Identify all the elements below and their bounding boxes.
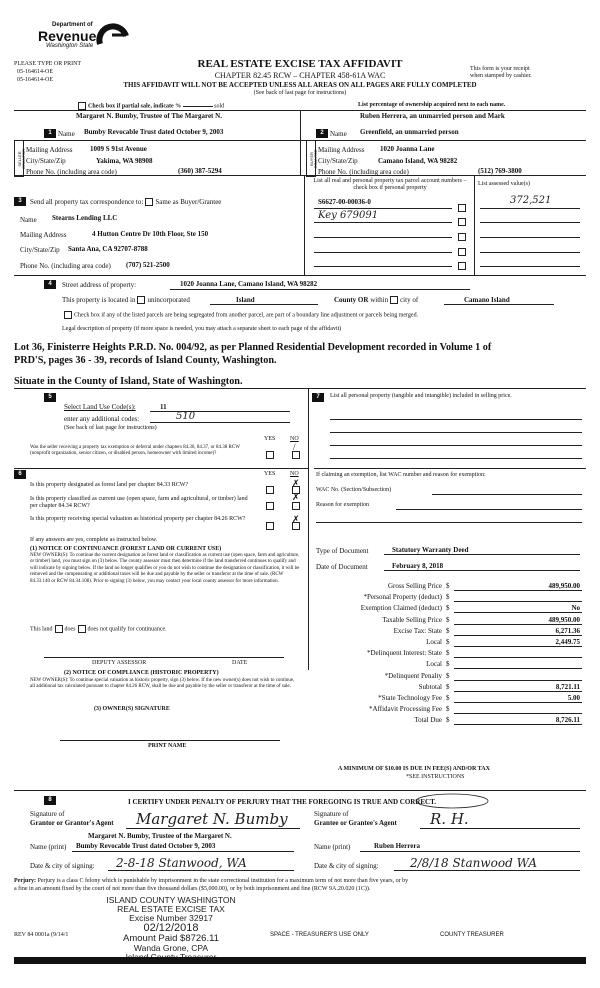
tax-row-label: Taxable Selling Price [382, 615, 442, 624]
handwritten-key: Key 679091 [318, 210, 379, 221]
forest-no-checkbox[interactable]: ✗ [290, 481, 302, 499]
tax-corr-phone-label: Phone No. (including area code) [20, 262, 111, 270]
additional-codes-label: enter any additional codes: [64, 415, 140, 423]
form-code: 05-164614-OE [17, 69, 53, 75]
land-use-code: 11 [160, 403, 167, 411]
segregated-checkbox[interactable] [64, 311, 72, 319]
seller-name-line2: Bumby Revocable Trust dated October 9, 2003 [84, 128, 224, 136]
certify-scribble-icon [412, 793, 492, 809]
dollar-sign: $ [446, 604, 450, 613]
land-qualify-row: This land does does not qualify for continuance. [30, 626, 167, 633]
legal-desc-label: Legal description of property (if more space is needed, you may attach a separate sheet to each page of the affidavit) [62, 326, 342, 332]
within-city-checkbox[interactable] [390, 296, 398, 304]
assessed-header: List assessed value(s) [478, 181, 530, 187]
parcel-checkbox[interactable] [456, 257, 468, 275]
historic-yes-checkbox[interactable] [264, 517, 276, 535]
section-3-badge: 3 [14, 197, 26, 206]
tax-row-label: *Delinquent Penalty [384, 671, 442, 680]
no-label: NO [290, 471, 299, 477]
current-use-question: Is this property classified as current use (open space, farm and agricultural, or timber) land per chapter 84.34 RCW? [30, 496, 248, 509]
receipt-note: when stamped by cashier. [470, 73, 532, 79]
doc-type-label: Type of Document [316, 547, 369, 555]
forest-question: Is this property designated as forest land per chapter 84.33 RCW? [30, 482, 189, 488]
form-code: 05-164614-OE [17, 77, 53, 83]
current-use-no-checkbox[interactable]: ✗ [290, 497, 302, 515]
grantor-name-line1: Margaret N. Bumby, Trustee of the Margaret N. [88, 832, 232, 840]
legal-line-2: PRD'S, pages 36 - 39, records of Island County, Washington. [14, 355, 277, 366]
tax-row-label: Total Due [414, 716, 442, 725]
revenue-logo [14, 22, 134, 62]
city-value: Camano Island [464, 296, 510, 304]
section-8-badge: 8 [44, 796, 56, 805]
grantor-name-line2: Bumby Revocable Trust dated October 9, 2003 [76, 842, 216, 850]
tax-row-value: 489,950.00 [548, 615, 580, 624]
tax-row-label: *Delinquent Interest: State [366, 649, 442, 658]
located-area: Island [236, 296, 255, 304]
logo-revenue: Revenue [38, 28, 97, 44]
seller-city-label: City/State/Zip [26, 157, 66, 165]
buyer-name-line2: Greenfield, an unmarried person [360, 128, 459, 136]
dollar-sign: $ [446, 694, 450, 702]
seller-phone: (360) 387-5294 [178, 167, 222, 175]
tax-row-value: 2,449.75 [555, 638, 580, 646]
tax-row-value: 8,721.11 [555, 682, 580, 691]
ownership-note: List percentage of ownership acquired next to each name. [358, 102, 506, 108]
revenue-logo-icon [96, 22, 132, 48]
exemption-claim-label: If claiming an exemption, list WAC number and reason for exemption: [316, 472, 486, 478]
notice-continuance-body: NEW OWNER(S): To continue the current designation as forest land or classification as current use (open space, farm and agriculture, or timber) land, you must sign on (3) below. The county assessor must then determine if the land transferred continues to qualify and will indicate by signing below. If the land no longer qualifies or you do not wish to continue the designation or classification, it will be removed and the compensating or additional taxes will be due and payable by the seller or transferor at the time of sale. (RCW 84.33.140 or RCW 84.34.108). Prior to signing (3) below, you may contact your local county assessor for more information. [30, 553, 300, 584]
buyer-mailing-label: Mailing Address [318, 146, 365, 154]
form-chapter: CHAPTER 82.45 RCW – CHAPTER 458-61A WAC [214, 71, 386, 80]
tax-row-label: *State Technology Fee [378, 694, 442, 702]
dollar-sign: $ [446, 615, 450, 624]
buyer-name-line1: Ruben Herrera, an unmarried person and Mark [360, 112, 505, 120]
seller-city: Yakima, WA 98908 [96, 157, 153, 165]
doc-date: February 8, 2018 [392, 562, 444, 570]
grantor-date-city: 2-8-18 Stanwood, WA [116, 856, 247, 870]
tax-row-value: 489,950.00 [548, 582, 580, 590]
dollar-sign: $ [446, 682, 450, 691]
yes-label: YES [264, 471, 276, 477]
see-back-note: (See back of last page for instructions) [253, 90, 347, 96]
stamp-line: REAL ESTATE EXCISE TAX [117, 904, 225, 914]
form-warning: THIS AFFIDAVIT WILL NOT BE ACCEPTED UNLESS ALL AREAS ON ALL PAGES ARE FULLY COMPLETED [123, 81, 477, 89]
grantor-signature: Margaret N. Bumby [136, 810, 288, 828]
section-5-badge: 5 [44, 393, 56, 402]
tax-corr-name-label: Name [20, 216, 37, 224]
stamp-line: ISLAND COUNTY WASHINGTON [106, 895, 236, 905]
deputy-date: DATE [232, 660, 248, 666]
bottom-bar [14, 957, 586, 964]
grantee-agent-label: Grantee or Grantee's Agent [314, 819, 397, 827]
parcel-number: S6627-00-00036-0 [318, 198, 371, 206]
section-2-badge: 2 [316, 129, 328, 138]
grantee-date-city-label: Date & city of signing: [314, 862, 379, 870]
dollar-sign: $ [446, 716, 450, 725]
section-6-badge: 6 [14, 470, 26, 479]
no-label: NO [290, 436, 299, 442]
buyer-city: Camano Island, WA 98282 [378, 157, 458, 165]
parcels-header: List all real and personal property tax parcel account numbers – check box if personal property [313, 178, 467, 191]
stamp-amount: Amount Paid $8726.11 [123, 933, 219, 944]
exemption-question: Was the seller receiving a property tax exemption or deferral under chapters 84.36, 84.37, or 84.38 RCW (nonprofit organization, senior citizen, or disabled person, homeowner with limited income)? [30, 445, 240, 456]
buyer-phone: (512) 769-3800 [478, 167, 522, 175]
if-yes-note: If any answers are yes, complete as instructed below. [30, 537, 158, 543]
owner-signature-label: (3) OWNER(S) SIGNATURE [94, 706, 170, 712]
grantee-date-city: 2/8/18 Stanwood WA [410, 856, 537, 870]
historic-question: Is this property receiving special valuation as historical property per chapter 84.26 RCW? [30, 516, 246, 522]
logo-state: Washington State [46, 43, 94, 49]
tax-row-label: Gross Selling Price [387, 582, 442, 590]
current-use-yes-checkbox[interactable] [264, 497, 276, 515]
tax-corr-city: Santa Ana, CA 92707-8788 [68, 245, 148, 253]
historic-no-checkbox[interactable]: ✗ [290, 517, 302, 535]
certify-statement: I CERTIFY UNDER PENALTY OF PERJURY THAT THE FOREGOING IS TRUE AND CORRECT. [128, 798, 437, 806]
buyer-name-label: Name [330, 130, 347, 138]
buyer-city-label: City/State/Zip [318, 157, 358, 165]
dollar-sign: $ [446, 593, 450, 602]
notice-continuance-title: (1) NOTICE OF CONTINUANCE (FOREST LAND OR CURRENT USE) [30, 546, 222, 552]
tax-row-value: 5.00 [567, 694, 580, 702]
located-row: This property is located in unincorporated [62, 296, 190, 304]
does-not-checkbox[interactable] [78, 625, 86, 633]
reason-label: Reason for exemption [316, 502, 369, 508]
seller-name-label: Name [58, 130, 75, 138]
tax-corr-name: Stearns Lending LLC [52, 214, 118, 222]
land-use-see-back: (See back of last page for instructions) [64, 425, 157, 431]
grantor-agent-label: Grantor or Grantor's Agent [30, 819, 114, 827]
perjury-line-2: a fine in an amount fixed by the court of not more than five thousand dollars ($5,000.00), or by both imprisonment and fine (RCW 9A.20.020 (1C)). [14, 886, 371, 892]
treasurer-use-label: SPACE - TREASURER'S USE ONLY [270, 932, 369, 938]
logo-dept: Department of [52, 22, 93, 28]
receipt-note: This form is your receipt [470, 66, 530, 72]
grantee-name: Ruben Herrera [374, 842, 420, 850]
street-address: 1020 Joanna Lane, Camano Island, WA 98282 [180, 280, 318, 288]
yes-label: YES [264, 436, 276, 442]
tax-row-label: Local [426, 638, 442, 646]
tax-row-label: Subtotal [418, 682, 442, 691]
personal-property-label: List all personal property (tangible and intangible) included in selling price. [330, 393, 512, 399]
same-as-buyer-checkbox[interactable] [145, 198, 153, 206]
tax-row-value: No [571, 604, 580, 613]
doc-type: Statutory Warranty Deed [392, 546, 469, 554]
tax-corr-mailing-label: Mailing Address [20, 231, 67, 239]
street-label: Street address of property: [62, 281, 137, 289]
seller-mailing-label: Mailing Address [26, 146, 73, 154]
rev-code: REV 84 0001a (9/14/1 [14, 932, 69, 938]
unincorporated-checkbox[interactable] [137, 296, 145, 304]
grantor-name-print-label: Name (print) [30, 843, 67, 851]
deputy-assessor: DEPUTY ASSESSOR [92, 660, 147, 666]
seller-mailing: 1009 S 91st Avenue [90, 145, 147, 153]
buyer-side-label: BUYER GRANTEE [306, 140, 316, 177]
stamp-line: Excise Number 32917 [129, 913, 213, 923]
dollar-sign: $ [446, 660, 450, 669]
section-7-badge: 7 [312, 393, 324, 402]
tax-row-label: Exemption Claimed (deduct) [360, 604, 442, 613]
minimum-note: A MINIMUM OF $10.00 IS DUE IN FEE(S) AND/OR TAX [338, 766, 490, 772]
seller-side-label: SELLER GRANTOR [14, 140, 24, 177]
segregated-row: Check box if any of the listed parcels are being segregated from another parcel, are part of a boundary line adjustment or parcels being merged. [62, 311, 418, 319]
stamp-line: Wanda Grone, CPA [133, 943, 209, 953]
sold-label: sold [214, 103, 225, 110]
dollar-sign: $ [446, 649, 450, 658]
tax-row-label: *Affidavit Processing Fee [369, 705, 442, 714]
doc-date-label: Date of Document [316, 563, 368, 571]
tax-corr-label: Send all property tax correspondence to: Same as Buyer/Grantee [30, 198, 222, 206]
grantee-sig-label: Signature of [314, 810, 349, 818]
form-title: REAL ESTATE EXCISE TAX AFFIDAVIT [197, 58, 403, 70]
grantor-sig-label: Signature of [30, 810, 65, 818]
county-treasurer-label: COUNTY TREASURER [440, 932, 504, 938]
dollar-sign: $ [446, 705, 450, 714]
dollar-sign: $ [446, 638, 450, 646]
tax-row-label: Excise Tax: State [393, 626, 442, 635]
treasurer-stamp [86, 896, 256, 962]
notice-compliance-body: NEW OWNER(S): To continue special valuation as historic property, sign (3) below. If the new owner(s) does not wish to continue, all additional tax calculated pursuant to chapter 84.26 RCW, shall be due and payable by the seller or transferor at the time of sale. [30, 678, 295, 690]
tax-row-label: *Personal Property (deduct) [363, 593, 442, 602]
see-instructions: *SEE INSTRUCTIONS [406, 774, 465, 780]
tax-corr-phone: (707) 521-2500 [126, 261, 170, 269]
buyer-mailing: 1020 Joanna Lane [380, 145, 435, 153]
partial-sale-label: Check box if partial sale, indicate % [88, 103, 182, 110]
print-name-label: PRINT NAME [148, 743, 187, 749]
exemption-no-checkbox[interactable]: / [290, 446, 302, 464]
land-use-label: Select Land Use Code(s): [64, 403, 136, 411]
legal-line-3: Situate in the County of Island, State of Washington. [14, 376, 243, 387]
tax-corr-mailing: 4 Hutton Centre Dr 10th Floor, Ste 150 [92, 230, 209, 238]
additional-code: 510 [176, 411, 196, 422]
legal-line-1: Lot 36, Finisterre Heights P.R.D. No. 004/92, as per Planned Residential Development recorded in Volume 1 of [14, 342, 492, 353]
does-checkbox[interactable] [55, 625, 63, 633]
dollar-sign: $ [446, 582, 450, 590]
buyer-phone-label: Phone No. (including area code) [318, 168, 409, 176]
please-type: PLEASE TYPE OR PRINT [14, 61, 82, 67]
seller-name-line1: Margaret N. Bumby, Trustee of The Margaret N. [76, 112, 222, 120]
tax-corr-city-label: City/State/Zip [20, 246, 60, 254]
tax-row-value: 8,726.11 [555, 716, 580, 725]
wac-label: WAC No. (Section/Subsection) [316, 487, 392, 493]
partial-sale-checkbox[interactable] [78, 102, 86, 110]
perjury-line-1: Perjury: Perjury is a class C felony which is punishable by imprisonment in the state correctional institution for a maximum term of not more than five years, or by [14, 878, 409, 884]
dollar-sign: $ [446, 626, 450, 635]
grantee-name-print-label: Name (print) [314, 843, 351, 851]
grantor-date-city-label: Date & city of signing: [30, 862, 95, 870]
exemption-yes-checkbox[interactable] [264, 446, 276, 464]
grantee-signature: R. H. [430, 810, 469, 828]
dollar-sign: $ [446, 671, 450, 680]
assessed-value: 372,521 [510, 195, 552, 206]
county-or-row: County OR within city of [334, 296, 419, 304]
notice-compliance-title: (2) NOTICE OF COMPLIANCE (HISTORIC PROPERTY) [64, 670, 219, 676]
section-4-badge: 4 [44, 280, 56, 289]
tax-row-value: 6,271.36 [555, 626, 580, 635]
stamp-date: 02/12/2018 [143, 922, 199, 934]
tax-row-label: Local [426, 660, 442, 669]
section-1-badge: 1 [44, 129, 56, 138]
seller-phone-label: Phone No. (including area code) [26, 168, 117, 176]
